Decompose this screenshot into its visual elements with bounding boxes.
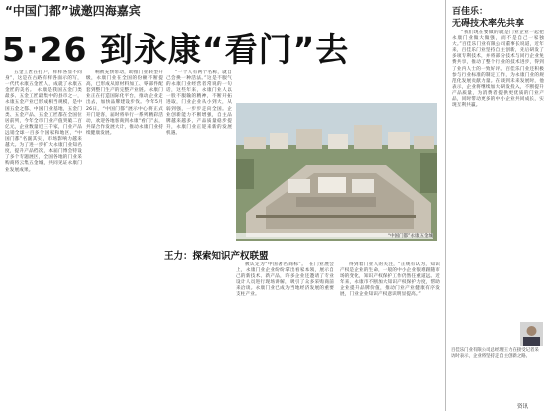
article-column-3	[166, 70, 232, 250]
interviewee-portrait	[520, 322, 543, 346]
article-headline: 5·26 到永康“看门”去	[2, 30, 350, 69]
photo-caption: “中国门都”永康五金城	[236, 233, 433, 239]
article-kicker: “中国门都”诚邀四海嘉宾	[5, 4, 141, 18]
article-paragraph: “一个人有两个名称，就自己会换一种活法。”这是不服气的永康门业经营者常说的一句话，这些年来，永康门业人以一股不服输的精神，不断开拓进取，门业企业从小到大，从弱到强，一步步走向全国。企业创新能力不断增强，自主品牌越来越多，产品质量稳步提升，永康门业正迎来新的发展机遇。	[166, 70, 232, 136]
portrait-illustration	[520, 322, 543, 346]
portrait-caption: 百佳乐门业有限公司总经理王力在接受记者采访时表示，企业将坚持走自主创新之路。	[451, 348, 539, 359]
sidebar-body	[452, 30, 544, 315]
aerial-view-illustration	[236, 103, 437, 241]
article-paragraph: 被认定为“中国著名商标”。 在门业展会上，永康门业企业纷纷拿出看家本领，展示自己的新技术、新产品，许多企业还邀请了专业设计人员进行现场讲解，吸引了众多采购商前来洽谈。永康门业已成为当地经济发展的重要支柱产业。	[236, 262, 334, 298]
sidebar-kicker: 百佳乐：	[452, 7, 489, 17]
column-divider	[445, 0, 446, 411]
article-column-5	[340, 262, 440, 410]
article-paragraph: 五金工匠在打户，样样各显不同身”，这是在古路有样各面示的写，一代代永康五金匠人，成就了永康五金匠的美名。 永康是我国五金门类最多、五金工匠最集中的县市之一，永康五金产业已形成相当规模，是中国五金之都、中国门业基地，五金门类、五金产品、五金工匠都在全国位居前列，今年全市门业产值突破二百亿元，企业数量近三千家，门业产品远销全球一百多个国家和地区，“中国门都”名副其实，市场影响力越来越大。为了进一步扩大永康门业知名度，提升产品档次，本届门博会特设了多个专题展区，全国各地的门业采购商将云集五金城，共同见证永康门业发展成果。	[5, 70, 82, 173]
section-sign-off: 资讯	[517, 404, 529, 410]
article-paragraph: 得到着门业人的关注，“正规有认为，知识产权是企业的生命，一般的中小企业很难跟随市场的变化，知识产权保护工作仍然任重道远。近年来，永康市不断加大知识产权保护力度，帮助企业提升品牌价值，推动门业产业健康有序发展，门业企业知识产权意识明显提高。”	[340, 262, 440, 298]
sidebar-title: 无碍技术率先共享	[452, 19, 525, 29]
article-paragraph: 响被充快带动，助推门业转型升级，永康门业在全国的份额不断提高，已形成从原材料加工、零部件配套到整门生产的完整产业链。永康门业正在打造国际化平台，推动企业走出去，加快品牌建设步伐。今年5月26日，“中国门都”展示中心将正式开门迎客，届时将举行一系列精彩活动，欢迎各地客商到永康“看门”去，共谋合作发展大计，推动永康门业持续健康发展。	[86, 70, 163, 136]
article-column-1	[5, 70, 82, 410]
sidebar-paragraph: “我们现在要做的就是门业企业一起把永康门业做大做强，而不是自己一家独大。”百佳乐门业有限公司董事长说道，近年来，百佳乐门业坚持自主创新，先后研发了多项专利技术，并将部分技术与同行企业免费共享，推动了整个行业的技术进步，得到了业内人士的一致好评。百佳乐门业还积极参与行业标准的制定工作，为永康门业的规范化发展贡献力量。在谈到未来发展时，他表示，企业将继续加大研发投入，不断提升产品质量，为消费者提供更优质的门业产品，同时带动更多的中小企业共同成长，实现互利共赢。	[452, 30, 544, 109]
article-column-2	[86, 70, 163, 410]
article-column-4	[236, 262, 334, 410]
city-aerial-photo	[236, 103, 437, 241]
sub-headline: 王力：探索知识产权联盟	[164, 251, 269, 262]
